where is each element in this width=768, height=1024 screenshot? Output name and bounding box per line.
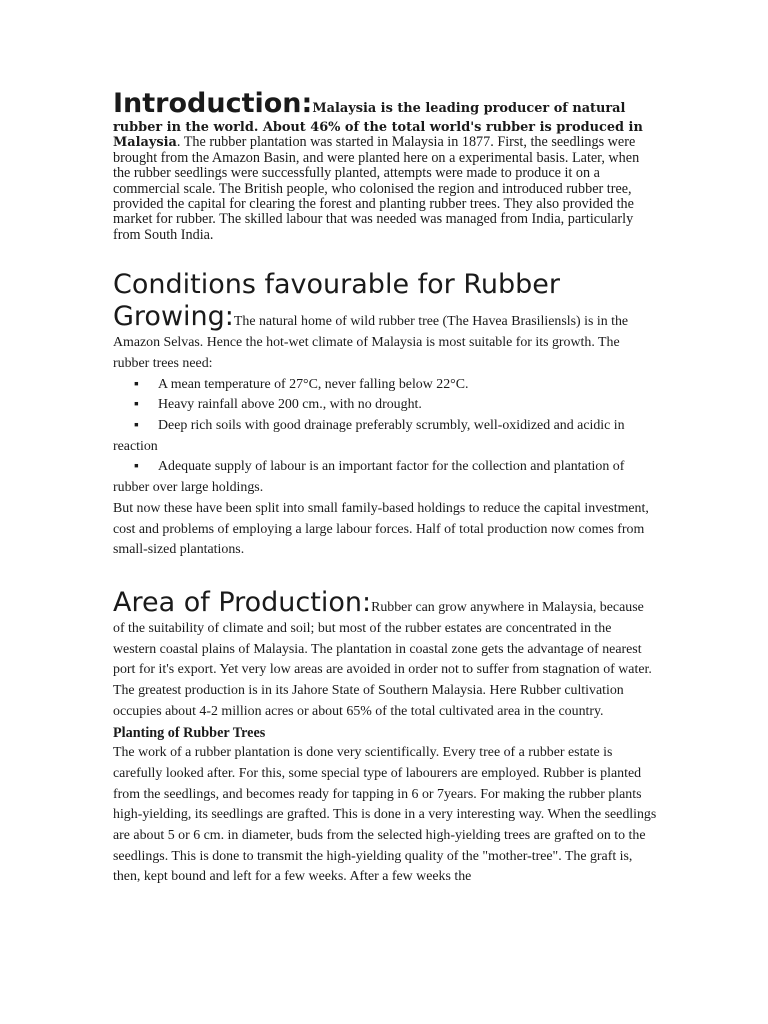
- area-body: Rubber can grow anywhere in Malaysia, because of the suitability of climate and soil; but most of the rubber estates are concentrated in the western coastal plains of Malaysia. The plantation in coastal zone gets the advantage of nearest port for it's export. Yet very low areas are avoided in order not to suffer from stagnation of water. The greatest production is in its Jahore State of Southern Malaysia. Here Rubber cultivation occupies about 4-2 million acres or about 65% of the total cultivated area in the country.: [113, 599, 652, 719]
- area-heading: Area of Production:: [113, 586, 372, 618]
- conditions-lead-text: The natural home of wild rubber tree (The Havea Brasiliensls) is in the Amazon Selvas. Hence the hot-wet climate of Malaysia is most suitable for its growth. The rubber trees need:: [113, 314, 629, 371]
- conditions-section: [113, 269, 658, 561]
- document-page: [113, 88, 658, 888]
- bullet-icon: ▪: [134, 459, 139, 475]
- introduction-paragraph: [113, 88, 658, 243]
- planting-heading: Planting of Rubber Trees: [113, 724, 266, 741]
- list-item-text: A mean temperature of 27°C, never falling below 22°C.: [158, 376, 469, 392]
- list-item: [113, 375, 658, 396]
- introduction-heading: Introduction:: [113, 88, 313, 119]
- list-item: [113, 457, 658, 498]
- bullet-icon: ▪: [134, 376, 139, 392]
- conditions-heading-line2: Growing:: [113, 301, 234, 333]
- conditions-heading-line1: Conditions favourable for Rubber: [113, 269, 560, 301]
- list-item-text: Deep rich soils with good drainage preferably scrumbly, well-oxidized and acidic in reaction: [113, 418, 625, 454]
- introduction-bold-text: Malaysia is the leading producer of natural rubber in the world. About 46% of the total world's rubber is produced in Malaysia: [113, 101, 643, 151]
- planting-paragraph: The work of a rubber plantation is done very scientifically. Every tree of a rubber estate is carefully looked after. For this, some special type of labourers are employed. Rubber is planted from the seedlings, and becomes ready for tapping in 6 or 7years. For making the rubber plants high-yielding, its seedlings are grafted. This is done in a very interesting way. When the seedlings are about 5 or 6 cm. in diameter, buds from the selected high-yielding trees are grafted on to the seedlings. This is done to transmit the high-yielding quality of the "mother-tree". The graft is, then, kept bound and left for a few weeks. After a few weeks the: [113, 745, 657, 885]
- area-paragraph: [113, 587, 658, 723]
- conditions-lead-paragraph: [113, 269, 658, 374]
- list-item-text: Adequate supply of labour is an important factor for the collection and plantation of rubber over large holdings.: [113, 459, 625, 496]
- area-section: [113, 587, 658, 888]
- bullet-icon: ▪: [134, 418, 139, 434]
- conditions-after-paragraph: But now these have been split into small family-based holdings to reduce the capital investment, cost and problems of employing a large labour forces. Half of total production now comes from small-sized plantations.: [113, 500, 649, 558]
- list-item-text: Heavy rainfall above 200 cm., with no drought.: [158, 397, 422, 413]
- bullet-icon: ▪: [134, 397, 139, 413]
- conditions-list: [113, 375, 658, 499]
- list-item: [113, 395, 658, 416]
- list-item: [113, 416, 658, 457]
- introduction-body: . The rubber plantation was started in Malaysia in 1877. First, the seedlings were brought from the Amazon Basin, and were planted here on a experimental basis. Later, when the rubber seedlings were successfully planted, attempts were made to produce it on a commercial scale. The British people, who colonised the region and introduced rubber tree, provided the capital for clearing the forest and planting rubber trees. They also provided the market for rubber. The skilled labour that was needed was managed from India, particularly from South India.: [113, 134, 640, 243]
